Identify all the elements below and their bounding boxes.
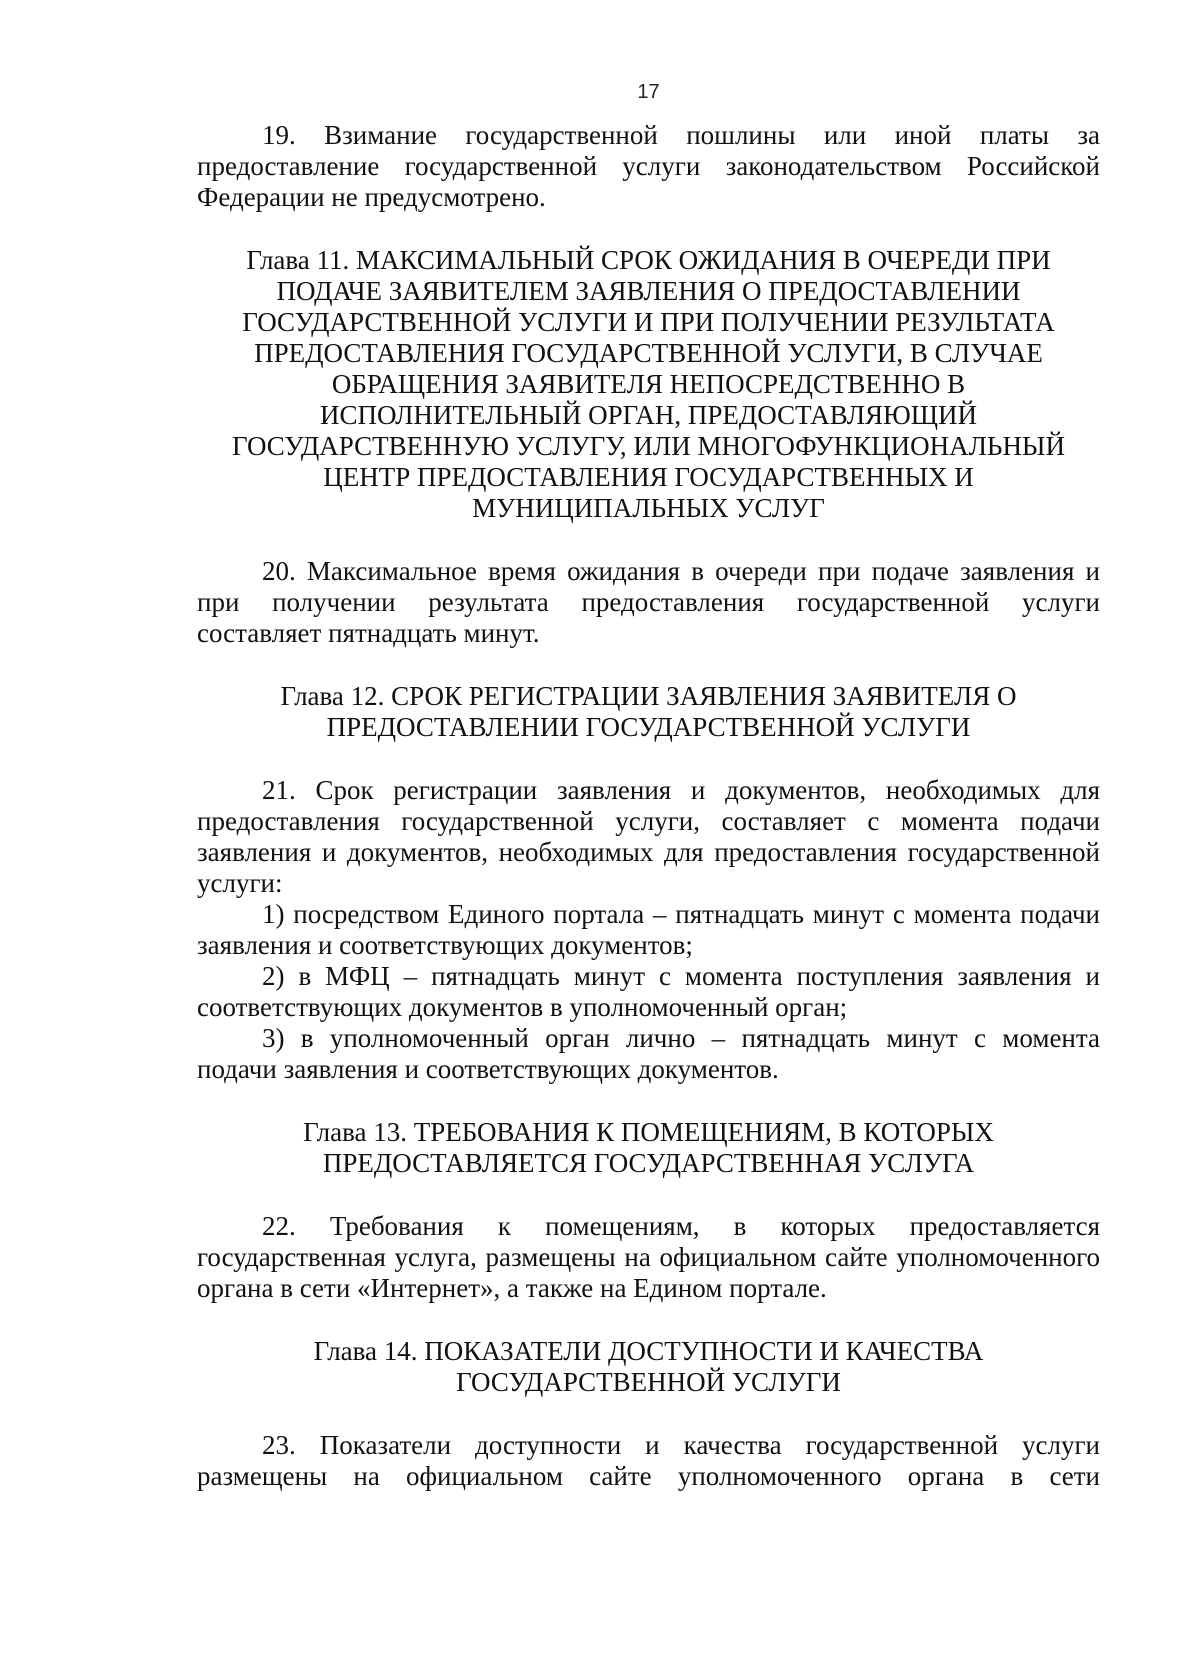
chapter-12-heading: Глава 12. СРОК РЕГИСТРАЦИИ ЗАЯВЛЕНИЯ ЗАЯВИТЕЛЯ О ПРЕДОСТАВЛЕНИИ ГОСУДАРСТВЕННОЙ УСЛУГИ xyxy=(280,681,1017,742)
paragraph-21: 21. Срок регистрации заявления и документов, необходимых для предоставления государственной услуги, составляет с момента подачи заявления и документов, необходимых для предоставления государственной услуги: xyxy=(197,775,1100,898)
paragraph-23: 23. Показатели доступности и качества государственной услуги размещены на официальном сайте уполномоченного органа в сети xyxy=(197,1430,1100,1491)
paragraph-21-item-3: 3) в уполномоченный орган лично – пятнадцать минут с момента подачи заявления и соответствующих документов. xyxy=(197,1023,1100,1084)
chapter-14-heading: Глава 14. ПОКАЗАТЕЛИ ДОСТУПНОСТИ И КАЧЕСТВА ГОСУДАРСТВЕННОЙ УСЛУГИ xyxy=(313,1336,984,1397)
paragraph-21-item-2: 2) в МФЦ – пятнадцать минут с момента поступления заявления и соответствующих документов в уполномоченный орган; xyxy=(197,961,1100,1022)
paragraph-19: 19. Взимание государственной пошлины или иной платы за предоставление государственной услуги законодательством Российской Федерации не предусмотрено. xyxy=(197,120,1100,212)
chapter-13-heading: Глава 13. ТРЕБОВАНИЯ К ПОМЕЩЕНИЯМ, В КОТОРЫХ ПРЕДОСТАВЛЯЕТСЯ ГОСУДАРСТВЕННАЯ УСЛУГА xyxy=(303,1117,994,1178)
page-number: 17 xyxy=(637,81,660,103)
page-content xyxy=(197,80,1100,1492)
paragraph-21-item-1: 1) посредством Единого портала – пятнадцать минут с момента подачи заявления и соответствующих документов; xyxy=(197,899,1100,960)
paragraph-22: 22. Требования к помещениям, в которых предоставляется государственная услуга, размещены на официальном сайте уполномоченного органа в сети «Интернет», а также на Едином портале. xyxy=(197,1211,1100,1303)
paragraph-20: 20. Максимальное время ожидания в очереди при подаче заявления и при получении результата предоставления государственной услуги составляет пятнадцать минут. xyxy=(197,556,1100,648)
chapter-11-heading: Глава 11. МАКСИМАЛЬНЫЙ СРОК ОЖИДАНИЯ В ОЧЕРЕДИ ПРИ ПОДАЧЕ ЗАЯВИТЕЛЕМ ЗАЯВЛЕНИЯ О ПРЕДОСТАВЛЕНИИ ГОСУДАРСТВЕННОЙ УСЛУГИ И ПРИ ПОЛУЧЕНИИ РЕЗУЛЬТАТА ПРЕДОСТАВЛЕНИЯ ГОСУДАРСТВЕННОЙ УСЛУГИ, В СЛУЧАЕ ОБРАЩЕНИЯ ЗАЯВИТЕЛЯ НЕПОСРЕДСТВЕННО В ИСПОЛНИТЕЛЬНЫЙ ОРГАН, ПРЕДОСТАВЛЯЮЩИЙ ГОСУДАРСТВЕННУЮ УСЛУГУ, ИЛИ МНОГОФУНКЦИОНАЛЬНЫЙ ЦЕНТР ПРЕДОСТАВЛЕНИЯ ГОСУДАРСТВЕННЫХ И МУНИЦИПАЛЬНЫХ УСЛУГ xyxy=(232,245,1065,523)
